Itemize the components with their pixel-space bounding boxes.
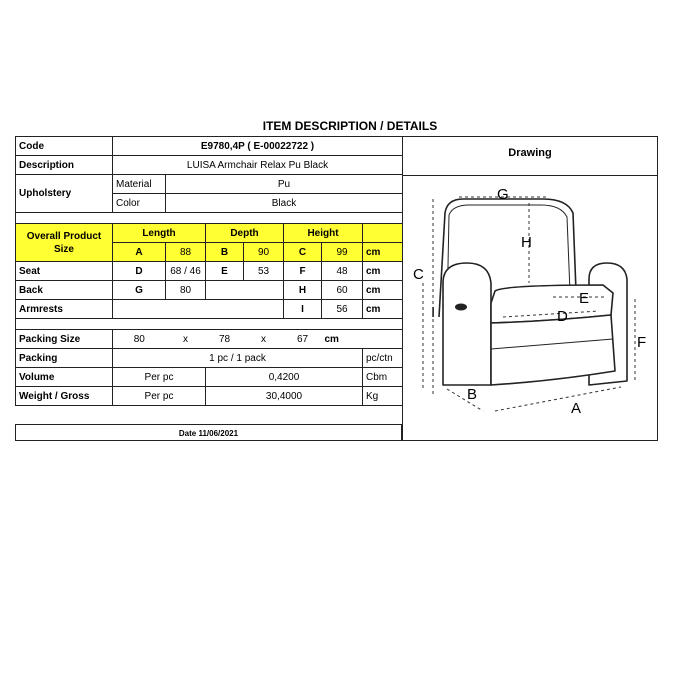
armchair-outline xyxy=(439,199,627,385)
weight-label: Weight / Gross xyxy=(16,387,113,406)
spacer-row xyxy=(16,213,403,224)
drawing-title: Drawing xyxy=(508,147,552,159)
armrests-i-value: 56 xyxy=(322,300,363,319)
height-header: Height xyxy=(284,224,363,243)
back-g-label: G xyxy=(113,281,166,300)
description-label: Description xyxy=(16,156,113,175)
armrests-i-label: I xyxy=(284,300,322,319)
packing-unit: pc/ctn xyxy=(363,349,403,368)
seat-f-value: 48 xyxy=(322,262,363,281)
back-h-value: 60 xyxy=(322,281,363,300)
row-packing-size xyxy=(16,330,403,349)
armchair-dimension-drawing xyxy=(403,175,659,441)
code-label: Code xyxy=(16,137,113,156)
overall-size-label: Overall Product Size xyxy=(16,224,113,262)
volume-per: Per pc xyxy=(113,368,206,387)
recline-handle-icon xyxy=(455,304,467,311)
packing-size-2: 78 xyxy=(218,333,231,345)
packing-size-3: 67 xyxy=(296,333,309,345)
armrests-unit: cm xyxy=(363,300,403,319)
seat-base xyxy=(491,315,615,385)
packing-size-x2: x xyxy=(261,333,266,345)
packing-label: Packing xyxy=(16,349,113,368)
back-h-label: H xyxy=(284,281,322,300)
footer-date: Date 11/06/2021 xyxy=(15,424,402,441)
label-b: B xyxy=(467,386,478,403)
length-header: Length xyxy=(113,224,206,243)
packing-value: 1 pc / 1 pack xyxy=(113,349,363,368)
code-value: E9780,4P ( E-00022722 ) xyxy=(113,137,403,156)
depth-header: Depth xyxy=(206,224,284,243)
b-value: 90 xyxy=(244,243,284,262)
spec-sheet xyxy=(15,136,658,441)
upholstery-label: Upholstery xyxy=(16,175,113,213)
description-value: LUISA Armchair Relax Pu Black xyxy=(113,156,403,175)
dimension-unit: cm xyxy=(363,243,403,262)
dim-line-a xyxy=(495,387,621,411)
color-value: Black xyxy=(166,194,403,213)
label-a: A xyxy=(571,400,582,417)
c-value: 99 xyxy=(322,243,363,262)
spec-table xyxy=(15,136,403,406)
row-material xyxy=(16,175,403,194)
spacer-row xyxy=(16,319,403,330)
label-i: I xyxy=(431,304,436,321)
packing-size-label: Packing Size xyxy=(16,330,113,349)
row-armrests xyxy=(16,300,403,319)
back-unit: cm xyxy=(363,281,403,300)
packing-size-1: 80 xyxy=(133,333,145,345)
seat-d-label: D xyxy=(113,262,166,281)
c-label: C xyxy=(284,243,322,262)
label-e: E xyxy=(579,290,590,307)
weight-value: 30,4000 xyxy=(206,387,363,406)
seat-e-value: 53 xyxy=(244,262,284,281)
armrests-label: Armrests xyxy=(16,300,113,319)
seat-d-value: 68 / 46 xyxy=(166,262,206,281)
packing-size-x1: x xyxy=(183,333,188,345)
label-d: D xyxy=(557,308,568,325)
row-volume xyxy=(16,368,403,387)
left-armrest xyxy=(443,263,491,385)
volume-label: Volume xyxy=(16,368,113,387)
drawing-panel xyxy=(402,136,658,441)
volume-value: 0,4200 xyxy=(206,368,363,387)
color-label: Color xyxy=(113,194,166,213)
b-label: B xyxy=(206,243,244,262)
a-value: 88 xyxy=(166,243,206,262)
a-label: A xyxy=(113,243,166,262)
label-f: F xyxy=(637,334,647,351)
packing-size-unit: cm xyxy=(324,333,339,345)
volume-unit: Cbm xyxy=(363,368,403,387)
material-value: Pu xyxy=(166,175,403,194)
row-seat xyxy=(16,262,403,281)
weight-per: Per pc xyxy=(113,387,206,406)
back-g-value: 80 xyxy=(166,281,206,300)
row-packing xyxy=(16,349,403,368)
seat-f-label: F xyxy=(284,262,322,281)
back-label: Back xyxy=(16,281,113,300)
label-c: C xyxy=(413,266,424,283)
label-g: G xyxy=(497,186,509,203)
label-h: H xyxy=(521,234,532,251)
material-label: Material xyxy=(113,175,166,194)
row-description xyxy=(16,156,403,175)
seat-label: Seat xyxy=(16,262,113,281)
row-code xyxy=(16,137,403,156)
row-back xyxy=(16,281,403,300)
row-dimension-headers xyxy=(16,224,403,243)
weight-unit: Kg xyxy=(363,387,403,406)
seat-e-label: E xyxy=(206,262,244,281)
dim-line-b xyxy=(447,389,483,411)
seat-unit: cm xyxy=(363,262,403,281)
page-title: ITEM DESCRIPTION / DETAILS xyxy=(262,119,438,133)
row-weight xyxy=(16,387,403,406)
